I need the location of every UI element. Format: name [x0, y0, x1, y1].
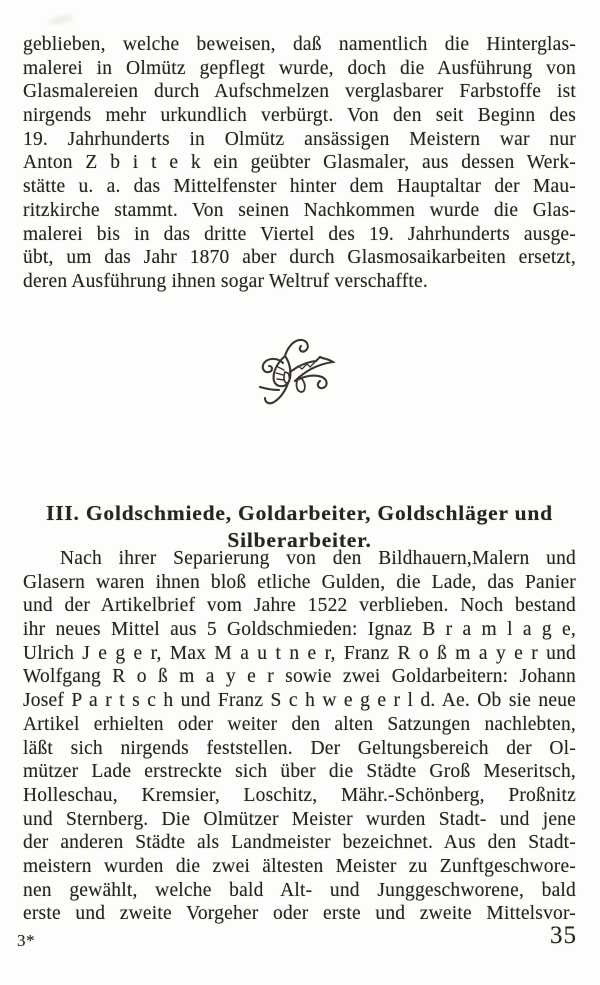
text-line: geblieben, welche beweisen, daß namentlich die Hinterglas-	[23, 34, 576, 55]
text-line: Wolfgang R o ß m a y e r sowie zwei Goldarbeitern: Johann	[23, 666, 576, 688]
paragraph-continuation	[23, 33, 576, 294]
text-line: meistern wurden die zwei ältesten Meister zu Zunftgeschwore-	[23, 855, 576, 877]
text-line: stätte u. a. das Mittelfenster hinter dem Hauptaltar der Mau-	[23, 176, 576, 198]
text-line: deren Ausführung ihnen sogar Weltruf verschaffte.	[23, 270, 428, 292]
signature-mark: 3*	[17, 931, 35, 950]
text-line: Glasern waren ihnen bloß etliche Gulden, die Lade, das Panier	[23, 571, 576, 593]
text-line: malerei bis in das dritte Viertel des 19. Jahrhunderts ausge-	[23, 223, 576, 245]
text-line: Artikel erhielten oder weiter den alten Satzungen nachlebten,	[23, 713, 576, 735]
text-line: Glasmalereien durch Aufschmelzen verglasbarer Farbstoffe ist	[23, 81, 576, 103]
section-heading-line2: Silberarbeiter.	[227, 527, 372, 552]
text-line: und der Artikelbrief vom Jahre 1522 verblieben. Noch bestand	[23, 595, 576, 617]
text-line: Holleschau, Kremsier, Loschitz, Mähr.-Schönberg, Proßnitz	[23, 784, 576, 806]
section-heading	[23, 500, 576, 554]
text-line: mützer Lade erstreckte sich über die Städte Groß Meseritsch,	[23, 761, 576, 783]
text-line: Josef P a r t s c h und Franz S c h w e g e r l d. Ae. Ob sie neue	[23, 690, 576, 712]
text-line: Nach ihrer Separierung von den Bildhauern,Malern und	[60, 548, 576, 569]
text-line: ihr neues Mittel aus 5 Goldschmieden: Ignaz B r a m l a g e,	[23, 619, 576, 641]
text-line: malerei in Olmütz gepflegt wurde, doch die Ausführung von	[23, 57, 576, 79]
paragraph-body	[23, 547, 576, 926]
text-line: erste und zweite Vorgeher oder erste und zweite Mittelsvor-	[23, 903, 576, 925]
section-heading-line1: III. Goldschmiede, Goldarbeiter, Goldschläger und	[46, 500, 553, 525]
text-line: der anderen Städte als Landmeister bezeichnet. Aus den Stadt-	[23, 832, 576, 854]
text-line: ritzkirche stammt. Von seinen Nachkommen wurde die Glas-	[23, 199, 576, 221]
text-line: nirgends mehr urkundlich verbürgt. Von den seit Beginn des	[23, 105, 576, 127]
section-divider-ornament	[244, 330, 374, 422]
text-line: übt, um das Jahr 1870 aber durch Glasmosaikarbeiten ersetzt,	[23, 247, 576, 269]
text-line: Ulrich J e g e r, Max M a u t n e r, Franz R o ß m a y e r und	[23, 642, 576, 664]
text-line: läßt sich nirgends feststellen. Der Geltungsbereich der Ol-	[23, 737, 576, 759]
paper-smudge	[47, 13, 74, 26]
text-line: Anton Z b i t e k ein geübter Glasmaler, aus dessen Werk-	[23, 152, 576, 174]
text-line: und Sternberg. Die Olmützer Meister wurden Stadt- und jene	[23, 808, 576, 830]
text-line: nen gewählt, welche bald Alt- und Junggeschworene, bald	[23, 879, 576, 901]
text-line: 19. Jahrhunderts in Olmütz ansässigen Meistern war nur	[23, 128, 576, 150]
page-number: 35	[550, 922, 577, 949]
